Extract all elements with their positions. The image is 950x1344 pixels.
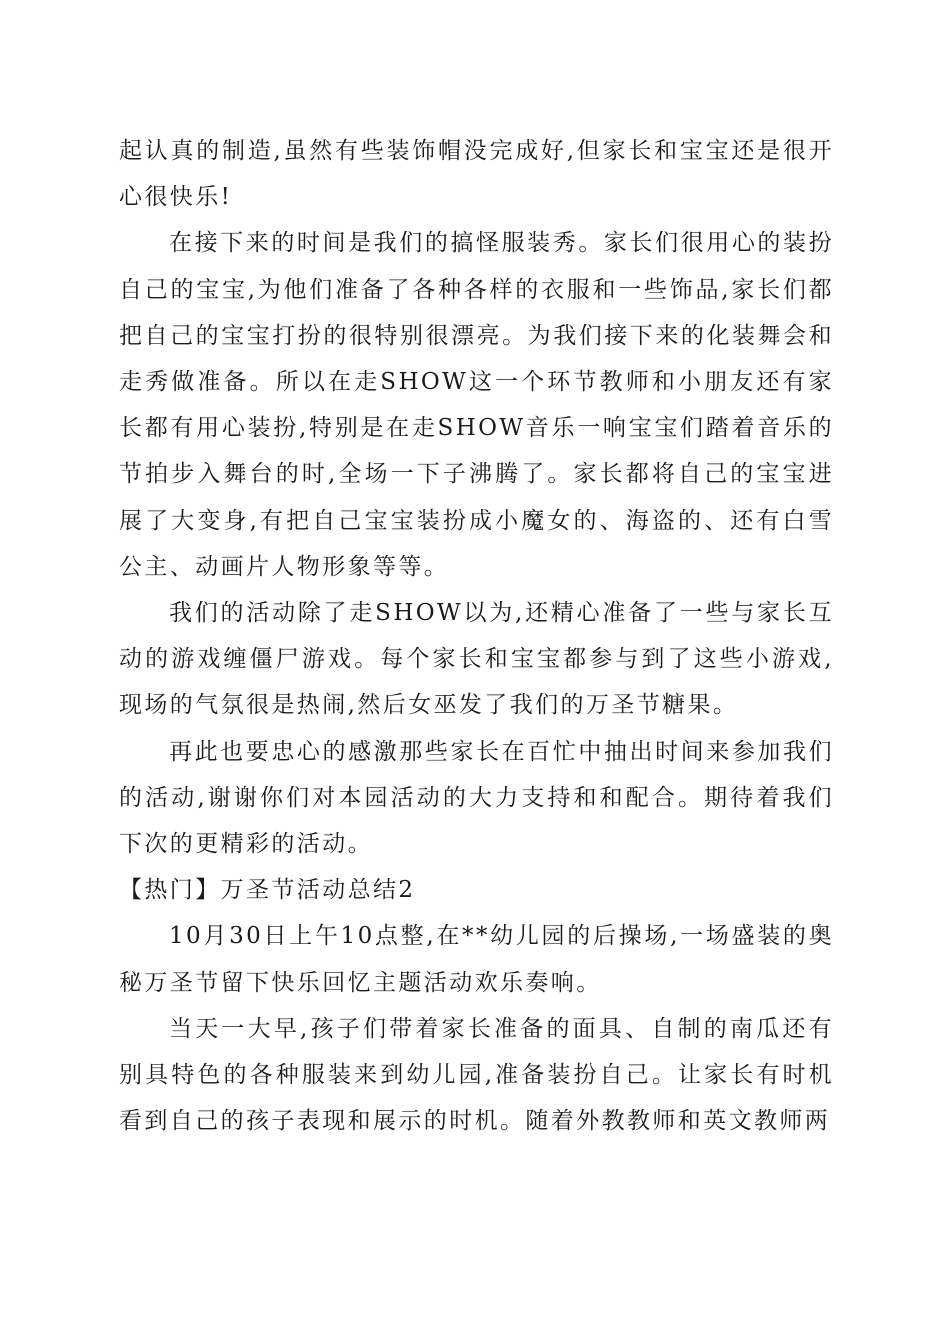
paragraph-continuation: 起认真的制造,虽然有些装饰帽没完成好,但家长和宝宝还是很开心很快乐! xyxy=(119,138,834,211)
paragraph-event-intro: 10月30日上午10点整,在**幼儿园的后操场,一场盛装的奥秘万圣节留下快乐回忆主题活动欢乐奏响。 xyxy=(119,923,834,996)
paragraph-games: 我们的活动除了走SHOW以为,还精心准备了一些与家长互动的游戏缠僵尸游戏。每个家长和宝宝都参与到了这些小游戏,现场的气氛很是热闹,然后女巫发了我们的万圣节糖果。 xyxy=(119,600,834,719)
paragraph-morning: 当天一大早,孩子们带着家长准备的面具、自制的南瓜还有别具特色的各种服装来到幼儿园,准备装扮自己。让家长有时机看到自己的孩子表现和展示的时机。随着外教教师和英文教师两 xyxy=(119,1015,834,1135)
document-body xyxy=(119,128,834,1144)
section-heading: 【热门】万圣节活动总结2 xyxy=(119,877,416,904)
paragraph-thanks: 再此也要忠心的感激那些家长在百忙中抽出时间来参加我们的活动,谢谢你们对本园活动的大力支持和和配合。期待着我们下次的更精彩的活动。 xyxy=(119,738,834,858)
paragraph-costume-show: 在接下来的时间是我们的搞怪服装秀。家长们很用心的装扮自己的宝宝,为他们准备了各种各样的衣服和一些饰品,家长们都把自己的宝宝打扮的很特别很漂亮。为我们接下来的化装舞会和走秀做准备。所以在走SHOW这一个环节教师和小朋友还有家长都有用心装扮,特别是在走SHOW音乐一响宝宝们踏着音乐的节拍步入舞台的时,全场一下子沸腾了。家长都将自己的宝宝进展了大变身,有把自己宝宝装扮成小魔女的、海盗的、还有白雪公主、动画片人物形象等等。 xyxy=(119,230,834,580)
